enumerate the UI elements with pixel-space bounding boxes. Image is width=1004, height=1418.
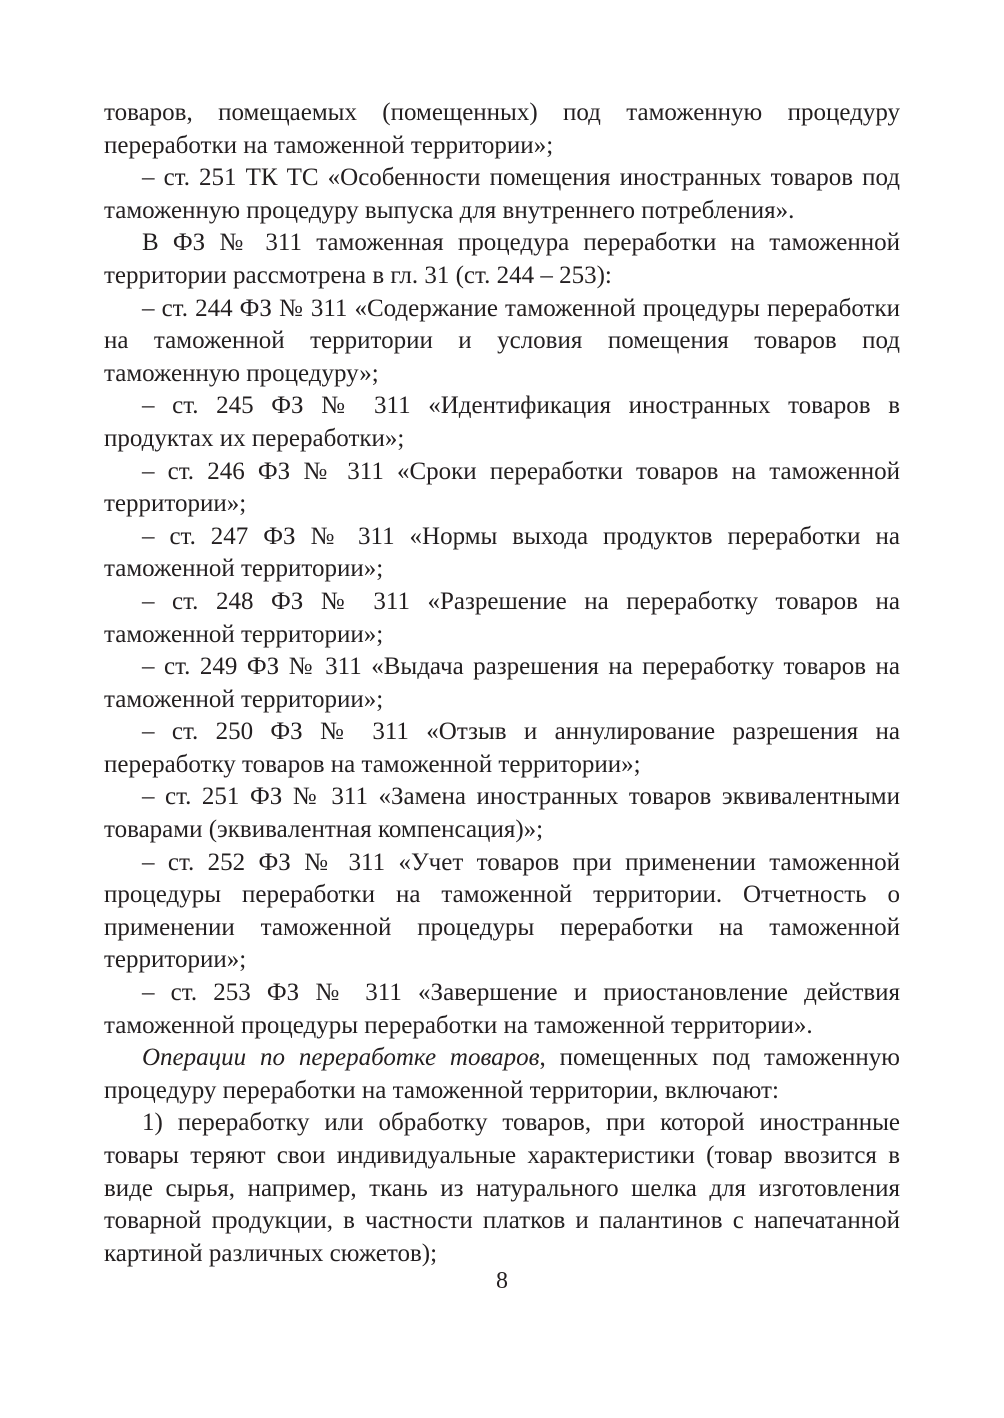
paragraph-operations [104, 1042, 900, 1107]
paragraph-fz-248: – ст. 248 ФЗ № 311 «Разрешение на переработку товаров на таможенной территории»; [104, 587, 900, 648]
paragraph-fz-250: – ст. 250 ФЗ № 311 «Отзыв и аннулирование разрешения на переработку товаров на таможенной территории»; [104, 718, 900, 778]
paragraph-fz-245: – ст. 245 ФЗ № 311 «Идентификация иностранных товаров в продуктах их переработки»; [104, 392, 900, 452]
paragraph-tk-ts-251: – ст. 251 ТК ТС «Особенности помещения иностранных товаров под таможенную процедуру выпуска для внутреннего потребления». [104, 164, 900, 224]
body-text [104, 97, 900, 1270]
operations-text: , помещенных под таможенную процедуру переработки на таможенной территории, включают: [104, 1044, 900, 1104]
operations-term: Операции по переработке товаров [142, 1044, 540, 1072]
paragraph-continuation: товаров, помещаемых (помещенных) под таможенную процедуру переработки на таможенной территории»; [104, 99, 900, 159]
paragraph-list-item-1: 1) переработку или обработку товаров, при которой иностранные товары теряют свои индивидуальные характеристики (товар ввозится в виде сырья, например, ткань из натурального шелка для изготовления товарной продукции, в частности платков и палантинов с напечатанной картиной различных сюжетов); [104, 1109, 900, 1267]
paragraph-fz-253: – ст. 253 ФЗ № 311 «Завершение и приостановление действия таможенной процедуры переработки на таможенной территории». [104, 979, 900, 1039]
paragraph-fz-244: – ст. 244 ФЗ № 311 «Содержание таможенной процедуры переработки на таможенной территории и условия помещения товаров под таможенную процедуру»; [104, 294, 900, 387]
paragraph-fz-247: – ст. 247 ФЗ № 311 «Нормы выхода продуктов переработки на таможенной территории»; [104, 522, 900, 583]
page-number: 8 [496, 1268, 508, 1294]
paragraph-fz-252: – ст. 252 ФЗ № 311 «Учет товаров при применении таможенной процедуры переработки на таможенной территории. Отчетность о применении таможенной процедуры переработки на таможенной территории»; [104, 848, 900, 974]
paragraph-fz-311-intro: В ФЗ № 311 таможенная процедура переработки на таможенной территории рассмотрена в гл. 31 (ст. 244 – 253): [104, 229, 900, 289]
paragraph-fz-251: – ст. 251 ФЗ № 311 «Замена иностранных товаров эквивалентными товарами (эквивалентная компенсация)»; [104, 783, 900, 844]
paragraph-fz-246: – ст. 246 ФЗ № 311 «Сроки переработки товаров на таможенной территории»; [104, 457, 900, 518]
paragraph-fz-249: – ст. 249 ФЗ № 311 «Выдача разрешения на переработку товаров на таможенной территории»; [104, 653, 900, 713]
